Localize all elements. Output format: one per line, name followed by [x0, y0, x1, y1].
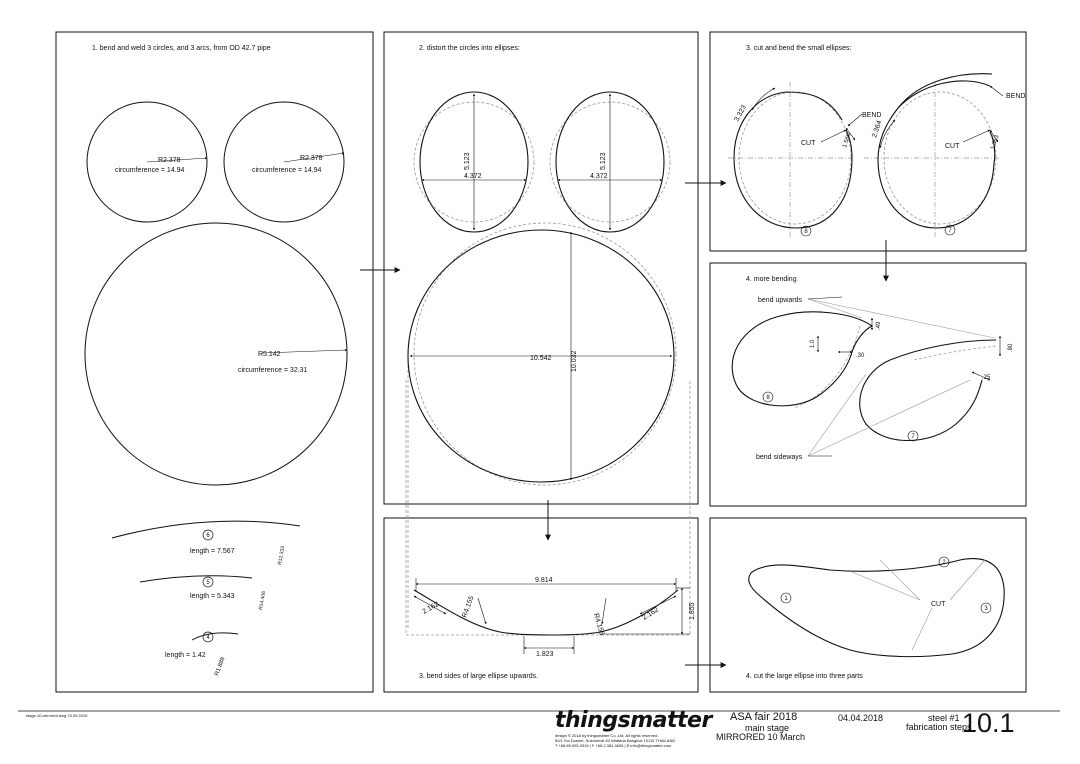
small-ellipse-8-shape	[734, 92, 852, 228]
panel-title-5: 3. bend sides of large ellipse upwards.	[419, 673, 539, 680]
drawing-date: 04.04.2018	[838, 713, 884, 723]
fabrication-label: fabrication steps	[906, 722, 972, 732]
arc-5-length: length = 5.343	[190, 593, 235, 600]
right-dim: 1.363	[990, 134, 1001, 151]
bend-sideways-label: bend sideways	[756, 454, 803, 461]
panel-title-2: 2. distort the circles into ellipses:	[419, 45, 520, 52]
right-cut-label: CUT	[945, 143, 960, 150]
small-ellipse-7-shape	[878, 81, 995, 228]
dim-0-80: .80	[1008, 343, 1014, 352]
large-ellipse-flat	[749, 559, 1004, 657]
left-cut-label: CUT	[801, 140, 816, 147]
arc-5	[140, 576, 252, 582]
stage-name: main stage	[745, 723, 790, 733]
brand-logo: thingsmatter	[555, 708, 712, 733]
dim-0-30: .30	[856, 353, 865, 359]
contact-line: T +66.89.925.2516 | F +66.2.381.4606 | E info@thingsmatter.com	[555, 743, 672, 748]
panel-frame-2	[384, 32, 698, 504]
small-left-height: 5.123	[464, 152, 471, 170]
panel-title-1: 1. bend and weld 3 circles, and 3 arcs, from OD 42.7 pipe	[92, 45, 271, 52]
sheet-number: 10.1	[962, 708, 1015, 738]
arc-4-length: length = 1.42	[165, 652, 206, 659]
large-radius: R5.142	[258, 351, 281, 358]
small-right-width: 4.372	[590, 173, 608, 180]
arc-4-radius: R1.888	[214, 656, 227, 677]
bent-ellipse-8	[732, 312, 872, 406]
project-name: ASA fair 2018	[730, 711, 798, 723]
part-3-number: 3	[984, 606, 988, 612]
left-dim: 1.560	[842, 132, 853, 149]
dim-0-49: .49	[876, 321, 882, 330]
arc-5-number: 5	[206, 580, 210, 586]
bent-8-number: 8	[766, 395, 770, 401]
panel-frame-6	[710, 518, 1026, 692]
panel-title-4: 4. more bending	[746, 276, 797, 283]
steel-label: steel #1	[928, 713, 960, 723]
mirrored-note: MIRRORED 10 March	[716, 732, 806, 742]
bend-bottom-dim: 1.823	[536, 651, 554, 658]
large-width: 10.542	[530, 355, 552, 362]
address-line: 50/1 Soi Dusnet, Sukhumvit 63 Wattana Bangkok 10110 THAILAND	[555, 738, 676, 743]
bend-label-right: BEND	[1006, 93, 1026, 100]
dim-0-25: .25	[982, 375, 991, 381]
large-circumference: circumference = 32.31	[238, 367, 308, 374]
small-right-height: 5.123	[600, 152, 607, 170]
bend-left-radius: R4.155	[461, 595, 476, 619]
small-left-width: 4.372	[464, 173, 482, 180]
arc-5-radius: R14.406	[258, 590, 268, 611]
large-circle	[85, 223, 347, 485]
left-ellipse-number: 8	[804, 229, 808, 235]
small-right-radius: R2.378	[300, 155, 323, 162]
bend-right-radius: R4.155	[592, 612, 606, 637]
copyright-line: design © 2018 by thingsmatter Co.,Ltd. All rights reserved.	[555, 733, 659, 738]
arc-4-number: 4	[206, 635, 210, 641]
part-2-number: 2	[942, 560, 946, 566]
bend-label-left: BEND	[862, 112, 882, 119]
bent-large-ellipse	[414, 590, 678, 635]
right-arc-dim: 2.364	[871, 119, 884, 139]
large-height: 10.032	[571, 350, 578, 372]
panel-title-3: 3. cut and bend the small ellipses:	[746, 45, 852, 52]
small-right-circumference: circumference = 14.94	[252, 167, 322, 174]
arc-6-length: length = 7.567	[190, 548, 235, 555]
bent-ellipse-7	[860, 340, 996, 441]
right-ellipse-number: 7	[948, 228, 952, 234]
file-name: stage-10-mirrored.dwg 15.09.2019	[26, 713, 88, 718]
left-arc-dim: 3.323	[733, 104, 748, 123]
cut-label: CUT	[931, 601, 946, 608]
part-1-number: 1	[784, 596, 788, 602]
small-left-radius: R2.378	[158, 157, 181, 164]
bend-right-dim: 2.162	[641, 606, 660, 622]
arc-4	[192, 633, 238, 640]
bend-height-dim: 1.855	[689, 602, 696, 620]
bent-7-number: 7	[911, 434, 915, 440]
bend-top-dim: 9.814	[535, 577, 553, 584]
bend-left-dim: 2.162	[421, 600, 441, 616]
panel-title-6: 4. cut the large ellipse into three parts	[746, 673, 863, 680]
small-left-circumference: circumference = 14.94	[115, 167, 185, 174]
dim-1-0: 1.0	[810, 339, 816, 348]
arc-6-radius: R12.333	[277, 545, 287, 566]
bend-upwards-label: bend upwards	[758, 297, 802, 304]
arc-6-number: 6	[206, 533, 210, 539]
panel-frame-3	[710, 32, 1026, 251]
